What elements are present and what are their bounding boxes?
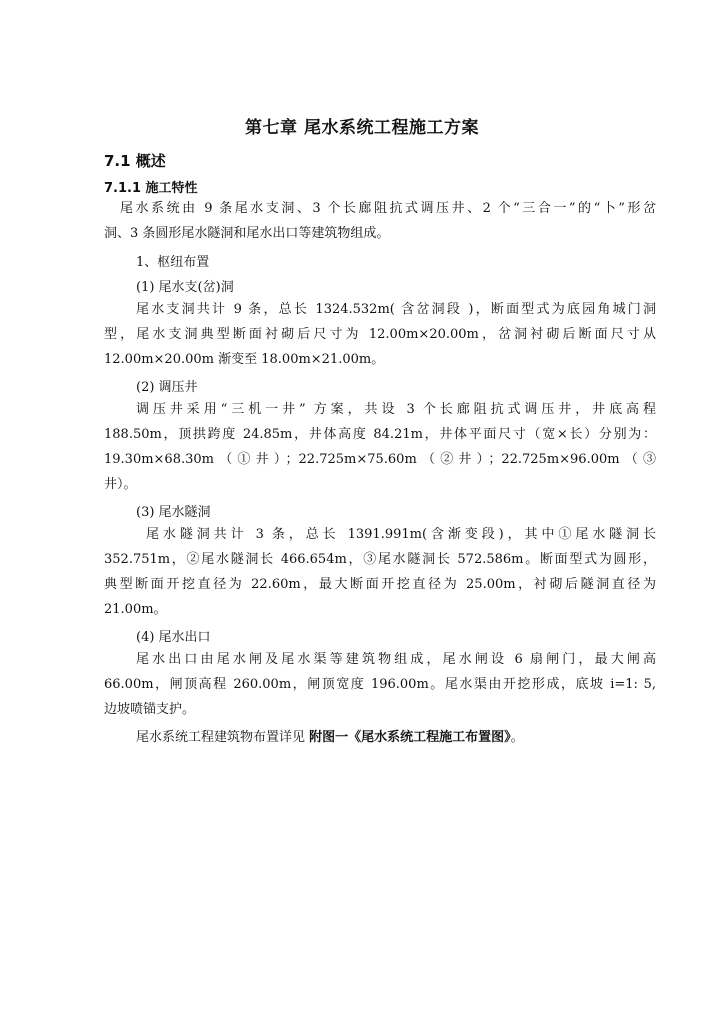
item-heading: (3) 尾水隧洞: [136, 505, 211, 520]
item-heading: (4) 尾水出口: [136, 630, 211, 645]
paragraph-line: 尾水隧洞共计 3 条，总长 1391.991m(含渐变段)，其中①尾水隧洞长: [146, 527, 656, 542]
paragraph-line: 尾水支洞共计 9 条，总长 1324.532m( 含岔洞段 )，断面型式为底园角城门洞: [136, 302, 656, 317]
paragraph-line: 352.751m，②尾水隧洞长 466.654m，③尾水隧洞长 572.586m。断面型式为圆形，: [104, 552, 656, 567]
paragraph-line: 188.50m，顶拱跨度 24.85m，井体高度 84.21m，井体平面尺寸（宽×长）分别为：: [104, 427, 656, 442]
paragraph-line: 21.00m。: [104, 602, 167, 617]
closing-line: [136, 726, 524, 745]
paragraph-line: 19.30m×68.30m（①井）；22.725m×75.60m（②井）；22.725m×96.00m（③: [104, 452, 656, 467]
chapter-title: 第七章 尾水系统工程施工方案: [245, 118, 479, 138]
paragraph-line: 型，尾水支洞典型断面衬砌后尺寸为 12.00m×20.00m，岔洞衬砌后断面尺寸从: [104, 327, 656, 342]
item-heading: (2) 调压井: [136, 380, 198, 395]
paragraph-line: 12.00m×20.00m 渐变至 18.00m×21.00m。: [104, 352, 385, 367]
layout-heading: 1、枢纽布置: [136, 255, 210, 270]
paragraph-line: 尾水出口由尾水闸及尾水渠等建筑物组成，尾水闸设 6 扇闸门，最大闸高: [136, 652, 656, 667]
paragraph-line: 边坡喷锚支护。: [104, 702, 196, 717]
section-heading: 7.1 概述: [104, 152, 166, 170]
item-heading: (1) 尾水支(岔)洞: [136, 280, 234, 295]
paragraph-line: 66.00m，闸顶高程 260.00m，闸顶宽度 196.00m。尾水渠由开挖形成，底坡 i=1: 5,: [104, 677, 656, 692]
closing-text: 尾水系统工程建筑物布置详见: [136, 730, 310, 745]
paragraph-line: 井）。: [104, 477, 137, 492]
figure-reference: 附图一《尾水系统工程施工布置图》: [309, 730, 511, 745]
intro-line: 尾水系统由 9 条尾水支洞、3 个长廊阻抗式调压井、2 个“三合一”的“卜”形岔: [120, 201, 656, 216]
paragraph-line: 调压井采用“三机一井” 方案，共设 3 个长廊阻抗式调压井，井底高程: [136, 402, 656, 417]
intro-line: 洞、3 条圆形尾水隧洞和尾水出口等建筑物组成。: [104, 226, 390, 241]
subsection-heading: 7.1.1 施工特性: [104, 181, 198, 196]
paragraph-line: 典型断面开挖直径为 22.60m，最大断面开挖直径为 25.00m，衬砌后隧洞直径为: [104, 577, 656, 592]
closing-suffix: 。: [510, 730, 524, 745]
